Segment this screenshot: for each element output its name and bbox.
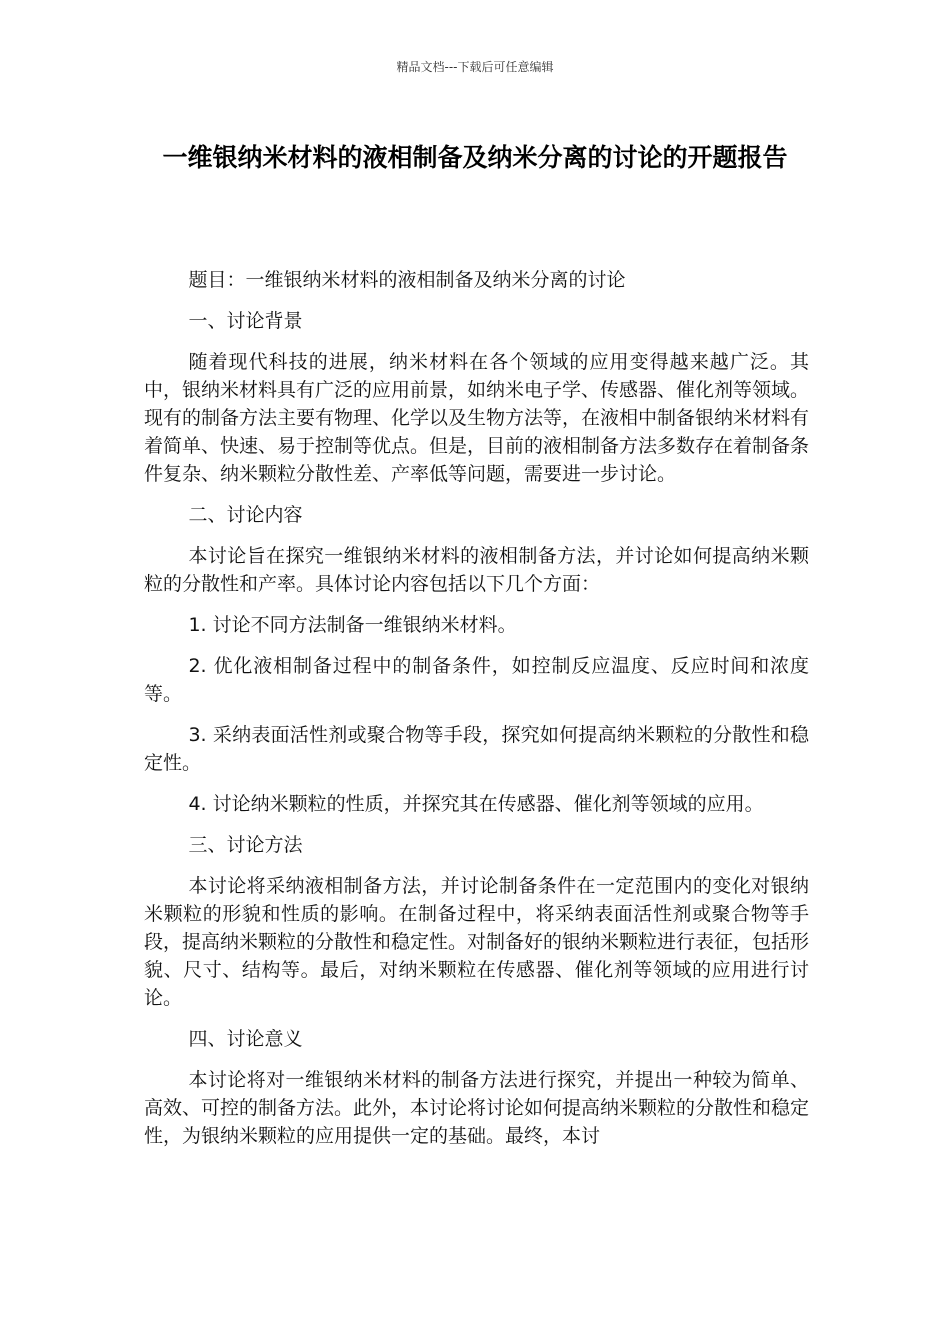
list-item: 2. 优化液相制备过程中的制备条件，如控制反应温度、反应时间和浓度等。 <box>144 655 809 705</box>
section-heading-method: 三、讨论方法 <box>188 834 303 856</box>
list-item: 1. 讨论不同方法制备一维银纳米材料。 <box>188 614 517 636</box>
section-heading-background: 一、讨论背景 <box>188 310 303 332</box>
list-item: 4. 讨论纳米颗粒的性质，并探究其在传感器、催化剂等领域的应用。 <box>188 793 764 815</box>
section-heading-significance: 四、讨论意义 <box>188 1028 303 1050</box>
document-body <box>144 266 809 1163</box>
subject-line: 题目：一维银纳米材料的液相制备及纳米分离的讨论 <box>188 269 626 291</box>
paragraph-background: 随着现代科技的进展，纳米材料在各个领域的应用变得越来越广泛。其中，银纳米材料具有广泛的应用前景，如纳米电子学、传感器、催化剂等领域。现有的制备方法主要有物理、化学以及生物方法等，在液相中制备银纳米材料有着简单、快速、易于控制等优点。但是，目前的液相制备方法多数存在着制备条件复杂、纳米颗粒分散性差、产率低等问题，需要进一步讨论。 <box>144 351 810 485</box>
paragraph-content-intro: 本讨论旨在探究一维银纳米材料的液相制备方法，并讨论如何提高纳米颗粒的分散性和产率。具体讨论内容包括以下几个方面： <box>144 545 809 595</box>
paragraph-significance: 本讨论将对一维银纳米材料的制备方法进行探究，并提出一种较为简单、高效、可控的制备方法。此外，本讨论将讨论如何提高纳米颗粒的分散性和稳定性，为银纳米颗粒的应用提供一定的基础。最终，本讨 <box>144 1069 810 1147</box>
document-title: 一维银纳米材料的液相制备及纳米分离的讨论的开题报告 <box>162 143 788 172</box>
paragraph-method: 本讨论将采纳液相制备方法，并讨论制备条件在一定范围内的变化对银纳米颗粒的形貌和性质的影响。在制备过程中，将采纳表面活性剂或聚合物等手段，提高纳米颗粒的分散性和稳定性。对制备好的银纳米颗粒进行表征，包括形貌、尺寸、结构等。最后，对纳米颗粒在传感器、催化剂等领域的应用进行讨论。 <box>144 875 810 1009</box>
section-heading-content: 二、讨论内容 <box>188 504 303 526</box>
header-note: 精品文档---下载后可任意编辑 <box>396 60 554 74</box>
list-item: 3. 采纳表面活性剂或聚合物等手段，探究如何提高纳米颗粒的分散性和稳定性。 <box>144 724 809 774</box>
